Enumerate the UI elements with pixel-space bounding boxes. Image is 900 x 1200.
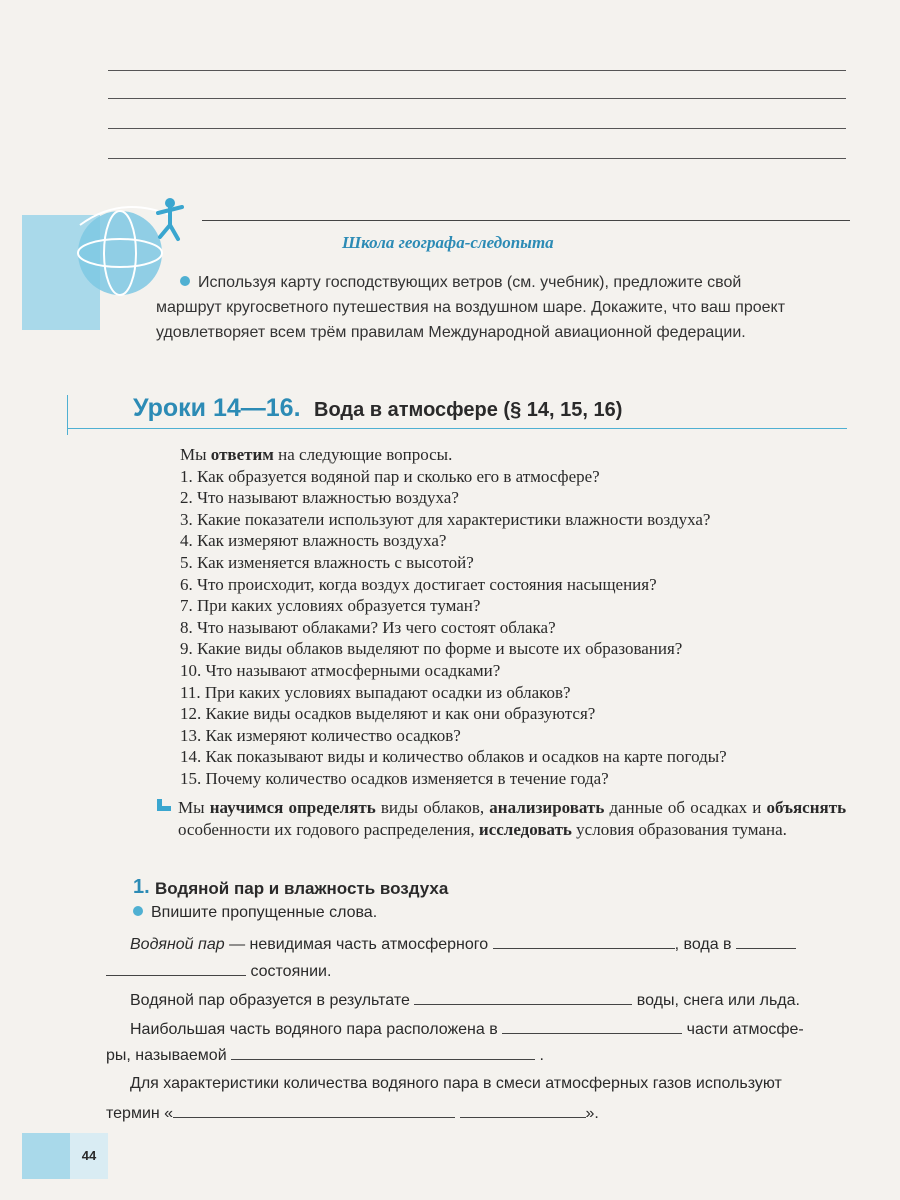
question-item: 8. Что называют облаками? Из чего состоят облака? <box>180 617 556 637</box>
blank-input[interactable] <box>502 1019 682 1034</box>
learning-goals: Мы научимся определять виды облаков, анализировать данные об осадках и объяснять особенности их годового распределения, исследовать условия образования тумана. <box>178 798 847 839</box>
bullet-dot-icon <box>133 906 143 916</box>
school-task-line: удовлетворяет всем трём правилам Международной авиационной федерации. <box>156 324 746 341</box>
question-item: 9. Какие виды облаков выделяют по форме и высоте их образования? <box>180 639 683 659</box>
question-item: 13. Как измеряют количество осадков? <box>180 725 461 745</box>
question-item: 6. Что происходит, когда воздух достигает состояния насыщения? <box>180 574 657 594</box>
school-divider <box>202 220 850 221</box>
school-task-line: Используя карту господствующих ветров (см. учебник), предложите свой <box>180 270 741 295</box>
question-item: 2. Что называют влажностью воздуха? <box>180 488 459 508</box>
question-item: 11. При каких условиях выпадают осадки из облаков? <box>180 682 571 702</box>
answer-line[interactable] <box>108 158 846 159</box>
answer-line[interactable] <box>108 70 846 71</box>
answer-line[interactable] <box>108 128 846 129</box>
fill-line-4: Наибольшая часть водяного пара расположена в части атмосфе- <box>130 1021 804 1038</box>
blank-input[interactable] <box>173 1103 455 1118</box>
question-item: 1. Как образуется водяной пар и сколько его в атмосфере? <box>180 466 600 486</box>
school-title: Школа географа-следопыта <box>342 233 554 252</box>
fill-line-7: термин « ». <box>106 1105 599 1122</box>
questions-intro: Мы ответим на следующие вопросы. <box>180 445 453 464</box>
question-item: 12. Какие виды осадков выделяют и как они образуются? <box>180 704 596 724</box>
globe-traveler-icon <box>60 185 200 305</box>
question-item: 5. Как изменяется влажность с высотой? <box>180 552 474 572</box>
blank-input[interactable] <box>231 1045 535 1060</box>
blank-input[interactable] <box>493 934 675 949</box>
goal-arrow-icon <box>155 797 173 813</box>
question-item: 4. Как измеряют влажность воздуха? <box>180 531 447 551</box>
lesson-number: Уроки 14—16. <box>133 394 301 422</box>
lesson-bracket <box>67 395 68 435</box>
blank-input[interactable] <box>414 990 632 1005</box>
lesson-underline <box>67 428 847 429</box>
fill-line-5: ры, называемой . <box>106 1047 544 1064</box>
blank-input[interactable] <box>736 934 796 949</box>
page-number: 44 <box>70 1133 108 1179</box>
page-corner-block <box>22 1133 70 1179</box>
fill-line-3: Водяной пар образуется в результате воды, снега или льда. <box>130 992 800 1009</box>
fill-line-2: состоянии. <box>106 961 331 981</box>
fill-line-6: Для характеристики количества водяного пара в смеси атмосферных газов используют <box>130 1075 782 1092</box>
question-item: 7. При каких условиях образуется туман? <box>180 596 481 616</box>
answer-line[interactable] <box>108 98 846 99</box>
question-item: 10. Что называют атмосферными осадками? <box>180 660 501 680</box>
question-item: 14. Как показывают виды и количество облаков и осадков на карте погоды? <box>180 747 727 767</box>
questions-list <box>180 444 727 790</box>
bullet-dot-icon <box>180 276 190 286</box>
blank-input[interactable] <box>460 1103 586 1118</box>
lesson-title: Вода в атмосфере (§ 14, 15, 16) <box>314 399 623 421</box>
question-item: 3. Какие показатели используют для характеристики влажности воздуха? <box>180 509 711 529</box>
section-title: Водяной пар и влажность воздуха <box>155 879 449 898</box>
blank-input[interactable] <box>106 961 246 976</box>
school-task-line: маршрут кругосветного путешествия на воздушном шаре. Докажите, что ваш проект <box>156 299 786 316</box>
question-item: 15. Почему количество осадков изменяется в течение года? <box>180 768 609 788</box>
fill-line-1: Водяной пар — невидимая часть атмосферного , вода в <box>130 934 796 954</box>
section-instruction: Впишите пропущенные слова. <box>133 904 377 922</box>
section-number: 1. <box>133 876 150 898</box>
